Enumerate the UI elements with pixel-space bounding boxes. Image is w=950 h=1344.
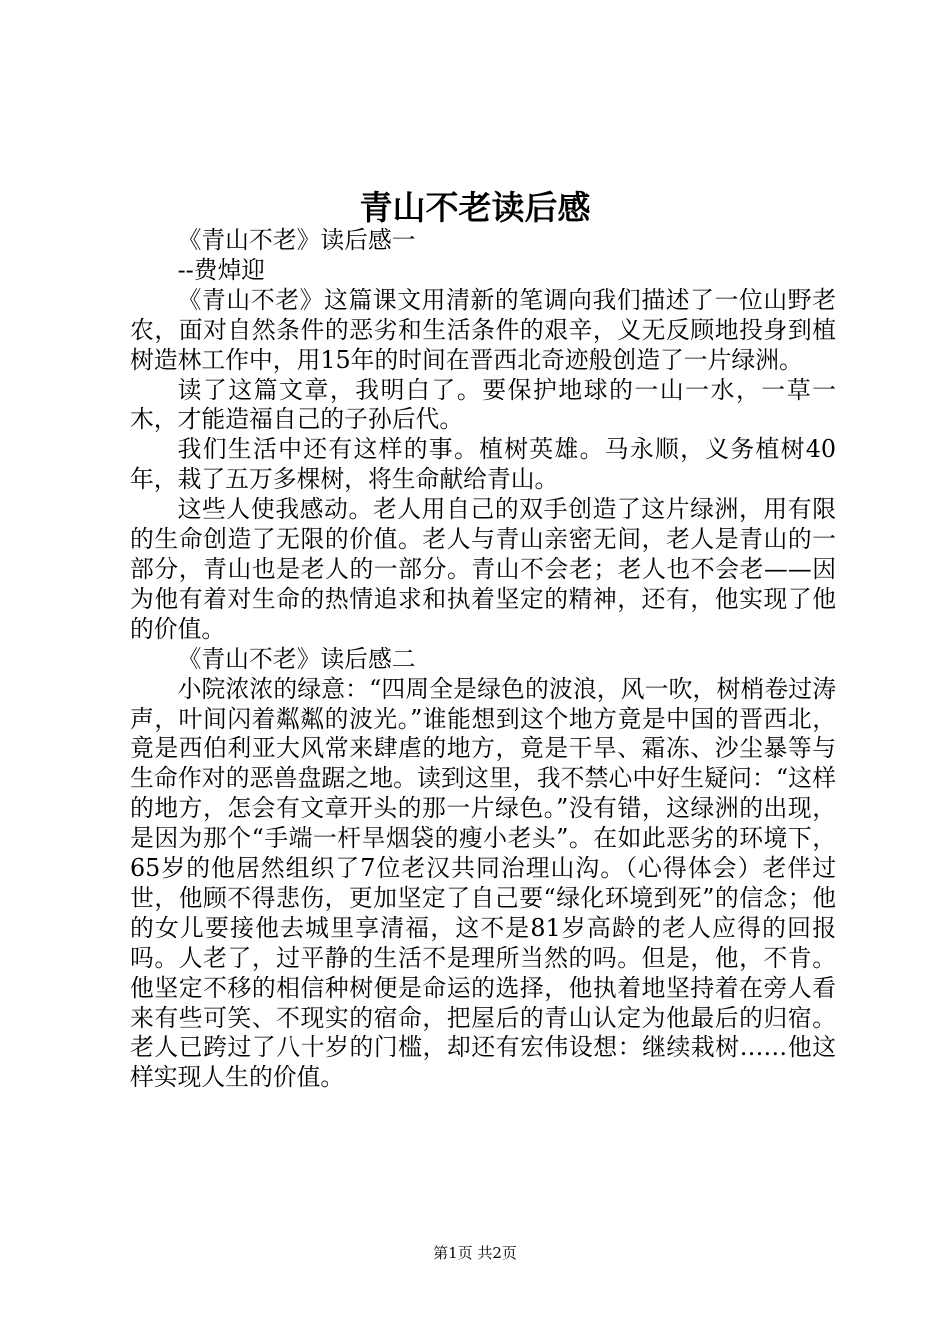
paragraph: 这些人使我感动。老人用自己的双手创造了这片绿洲，用有限的生命创造了无限的价值。老人与青山亲密无间，老人是青山的一部分，青山也是老人的一部分。青山不会老；老人也不会老——因为他有着对生命的热情追求和执着坚定的精神，还有，他实现了他的价值。 xyxy=(130,495,836,643)
paragraph: 《青山不老》这篇课文用清新的笔调向我们描述了一位山野老农，面对自然条件的恶劣和生活条件的艰辛，义无反顾地投身到植树造林工作中，用15年的时间在晋西北奇迹般创造了一片绿洲。 xyxy=(130,285,836,374)
paragraph: 我们生活中还有这样的事。植树英雄。马永顺，义务植树40年，栽了五万多棵树，将生命献给青山。 xyxy=(130,435,836,494)
essay-heading-one: 《青山不老》读后感一 xyxy=(177,226,416,254)
author-line: --费焯迎 xyxy=(177,255,266,284)
paragraph: 读了这篇文章，我明白了。要保护地球的一山一水，一草一木，才能造福自己的子孙后代。 xyxy=(130,375,836,434)
paragraph: 小院浓浓的绿意：“四周全是绿色的波浪，风一吹，树梢卷过涛声，叶间闪着粼粼的波光。”谁能想到这个地方竟是中国的晋西北，竟是西伯利亚大风常来肆虐的地方，竟是干旱、霜冻、沙尘暴等与生命作对的恶兽盘踞之地。读到这里，我不禁心中好生疑问：“这样的地方，怎会有文章开头的那一片绿色。”没有错，这绿洲的出现，是因为那个“手端一杆旱烟袋的瘦小老头”。在如此恶劣的环境下，65岁的他居然组织了7位老汉共同治理山沟。（心得体会）老伴过世，他顾不得悲伤，更加坚定了自己要“绿化环境到死”的信念；他的女儿要接他去城里享清福，这不是81岁高龄的老人应得的回报吗。人老了，过平静的生活不是理所当然的吗。但是，他，不肯。他坚定不移的相信种树便是命运的选择，他执着地坚持着在旁人看来有些可笑、不现实的宿命，把屋后的青山认定为他最后的归宿。老人已跨过了八十岁的门槛，却还有宏伟设想：继续栽树……他这样实现人生的价值。 xyxy=(130,674,836,1092)
document-body xyxy=(130,226,836,1093)
page-footer: 第1页 共2页 xyxy=(433,1244,517,1262)
document-title: 青山不老读后感 xyxy=(359,188,591,227)
essay-heading-two: 《青山不老》读后感二 xyxy=(177,644,416,673)
